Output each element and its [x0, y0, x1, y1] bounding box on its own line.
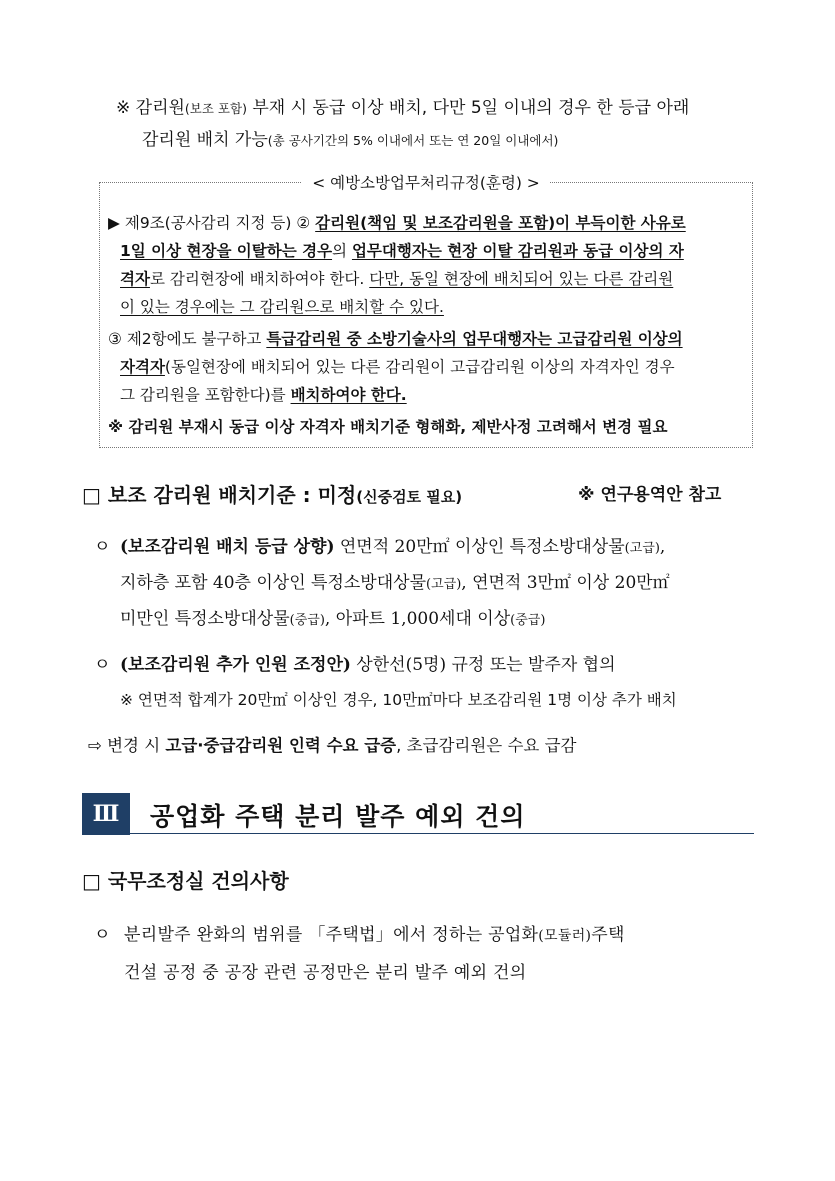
assist-bullet-1-line-2: 지하층 포함 40층 이상인 특정소방대상물(고급), 연면적 3만㎡ 이상 20만㎡ [120, 573, 670, 593]
section-numeral-badge: Ⅲ [82, 793, 130, 835]
section-title: 공업화 주택 분리 발주 예외 건의 [150, 802, 526, 831]
regulation-box [99, 174, 753, 448]
section3-bullet-1-line-1: 분리발주 완화의 범위를 「주택법」에서 정하는 공업화(모듈러)주택 [124, 925, 625, 945]
regulation-p1-line-2: 1일 이상 현장을 이탈하는 경우의 업무대행자는 현장 이탈 감리원과 동급 이상의 자 [120, 242, 684, 260]
regulation-footer: ※ 감리원 부재시 동급 이상 자격자 배치기준 형해화, 제반사정 고려해서 변경 필요 [108, 418, 668, 436]
section3-sub-heading: □ 국무조정실 건의사항 [82, 869, 289, 893]
regulation-p1-line-4: 이 있는 경우에는 그 감리원으로 배치할 수 있다. [120, 298, 444, 316]
assist-bullet-2-note: ※ 연면적 합계가 20만㎡ 이상인 경우, 10만㎡마다 보조감리원 1명 이상 추가 배치 [120, 691, 677, 709]
regulation-p2-line-2: 자격자(동일현장에 배치되어 있는 다른 감리원이 고급감리원 이상의 자격자인 경우 [120, 358, 675, 376]
assist-heading: □ 보조 감리원 배치기준 : 미정(신중검토 필요) [82, 483, 463, 507]
top-note-line-1: ※ 감리원(보조 포함) 부재 시 동급 이상 배치, 다만 5일 이내의 경우 한 등급 아래 [116, 98, 690, 118]
assist-heading-ref: ※ 연구용역안 참고 [578, 485, 722, 505]
regulation-p2-line-3: 그 감리원을 포함한다)를 배치하여야 한다. [120, 386, 407, 404]
assist-bullet-2-mark: ㅇ [94, 655, 111, 675]
section3-bullet-1-mark: ㅇ [94, 925, 111, 945]
assist-change-line: ⇨ 변경 시 고급·중급감리원 인력 수요 급증, 초급감리원은 수요 급감 [88, 736, 577, 755]
regulation-box-title: < 예방소방업무처리규정(훈령) > [100, 171, 752, 193]
section-title-rule [130, 833, 754, 834]
section3-bullet-1-line-2: 건설 공정 중 공장 관련 공정만은 분리 발주 예외 건의 [124, 963, 527, 983]
regulation-p2-line-1: ③ 제2항에도 불구하고 특급감리원 중 소방기술사의 업무대행자는 고급감리원 이상의 [108, 330, 683, 348]
regulation-p1-line-3: 격자로 감리현장에 배치하여야 한다. 다만, 동일 현장에 배치되어 있는 다른 감리원 [120, 270, 674, 288]
regulation-p1-line-1: ▶ 제9조(공사감리 지정 등) ② 감리원(책임 및 보조감리원을 포함)이 부득이한 사유로 [108, 214, 686, 232]
arrow-icon: ⇨ [88, 736, 102, 755]
assist-bullet-2-line-1: (보조감리원 추가 인원 조정안) 상한선(5명) 규정 또는 발주자 협의 [120, 655, 616, 675]
assist-bullet-1-line-1: (보조감리원 배치 등급 상향) 연면적 20만㎡ 이상인 특정소방대상물(고급), [120, 537, 666, 557]
assist-bullet-1-line-3: 미만인 특정소방대상물(중급), 아파트 1,000세대 이상(중급) [120, 609, 546, 629]
top-note-line-2: 감리원 배치 가능(총 공사기간의 5% 이내에서 또는 연 20일 이내에서) [142, 130, 559, 150]
assist-bullet-1-mark: ㅇ [94, 537, 111, 557]
